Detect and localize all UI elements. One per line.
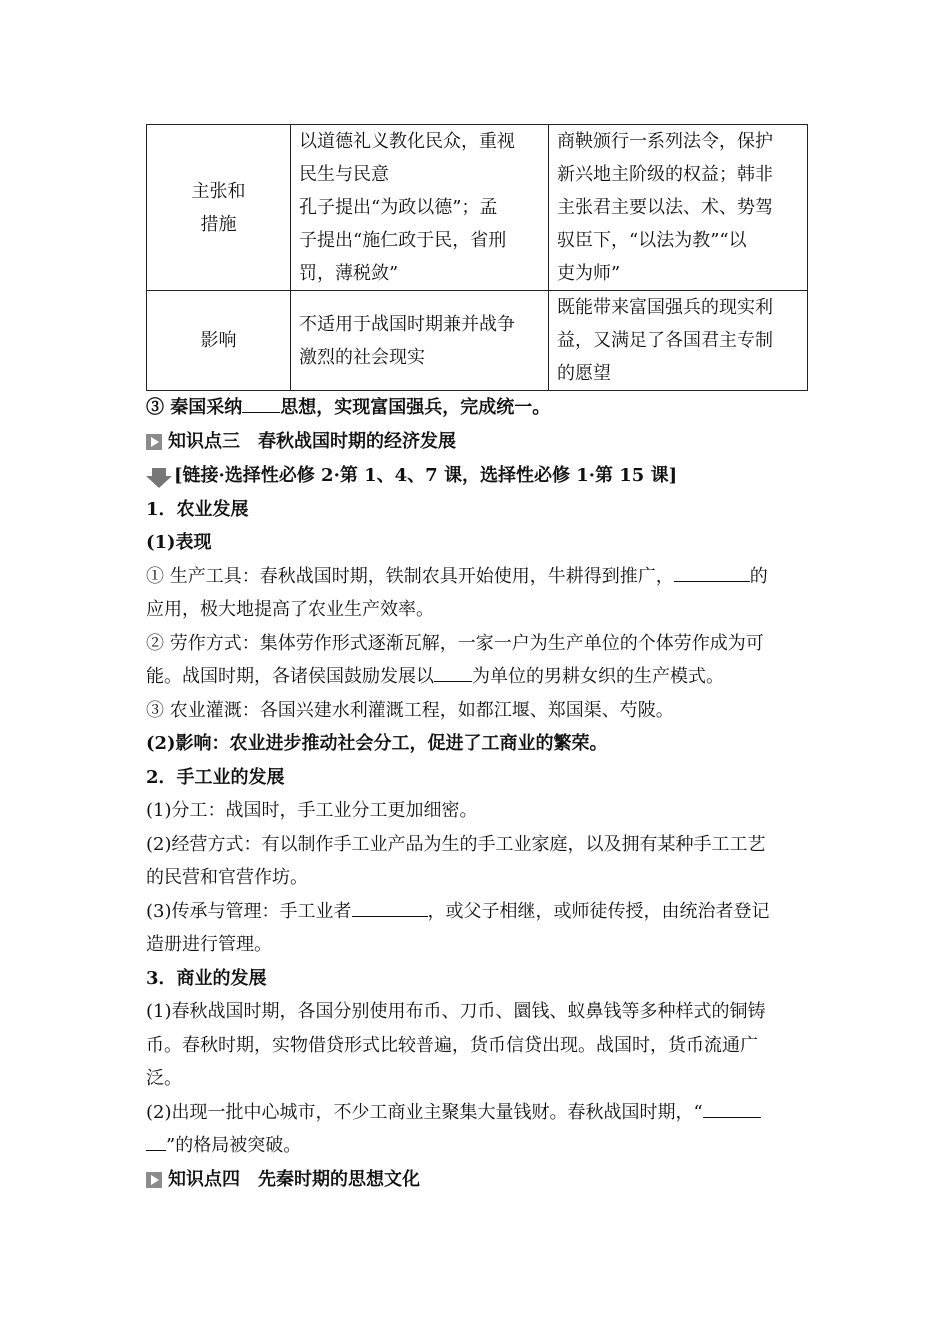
paragraph: (1)分工：战国时，手工业分工更加细密。 xyxy=(146,800,478,821)
table-row xyxy=(147,291,808,391)
play-triangle-icon xyxy=(146,434,162,450)
fill-blank[interactable] xyxy=(434,663,472,682)
fill-blank[interactable] xyxy=(674,563,750,582)
paragraph: (2)经营方式：有以制作手工业产品为生的手工业家庭，以及拥有某种手工工艺 xyxy=(146,833,766,855)
paragraph: (1)春秋战国时期，各国分别使用布币、刀币、圜钱、蚁鼻钱等多种样式的铜铸 xyxy=(146,1001,766,1022)
heading-commerce: 3．商业的发展 xyxy=(146,967,267,989)
paragraph: ② 劳作方式：集体劳作形式逐渐瓦解，一家一户为生产单位的个体劳作成为可 xyxy=(146,632,764,654)
fill-blank[interactable] xyxy=(242,394,280,413)
sub-heading: (1)表现 xyxy=(146,532,212,553)
section-heading-3: 知识点三 春秋战国时期的经济发展 xyxy=(146,425,807,459)
table-cell-label: 影响 xyxy=(147,291,291,391)
fill-blank[interactable] xyxy=(146,1132,166,1151)
paragraph: (3)传承与管理：手工业者 ，或父子相继，或师徒传授，由统治者登记 xyxy=(146,895,807,929)
document-page xyxy=(146,124,807,1197)
play-triangle-icon xyxy=(146,1172,162,1188)
section-heading-4: 知识点四 先秦时期的思想文化 xyxy=(146,1163,807,1197)
table-cell-label: 主张和 措施 xyxy=(147,125,291,291)
paragraph: ① 生产工具：春秋战国时期，铁制农具开始使用，牛耕得到推广， 的 xyxy=(146,560,807,594)
comparison-table xyxy=(146,124,808,391)
paragraph: 币。春秋时期，实物借贷形式比较普遍，货币信贷出现。战国时，货币流通广 xyxy=(146,1034,758,1056)
paragraph: 泛。 xyxy=(146,1068,182,1089)
table-cell-confucian: 不适用于战国时期兼并战争 激烈的社会现实 xyxy=(291,291,549,391)
down-arrow-icon xyxy=(146,468,172,488)
table-row xyxy=(147,125,808,291)
table-cell-confucian: 以道德礼义教化民众，重视 民生与民意 孔子提出“为政以德”；孟 子提出“施仁政于民，省刑 罚，薄税敛” xyxy=(291,125,549,291)
heading-handicraft: 2．手工业的发展 xyxy=(146,766,285,788)
paragraph: (2)影响：农业进步推动社会分工，促进了工商业的繁荣。 xyxy=(146,733,608,754)
paragraph: ③ 农业灌溉：各国兴建水利灌溉工程，如都江堰、郑国渠、芍陂。 xyxy=(146,699,674,721)
paragraph: 能。战国时期，各诸侯国鼓励发展以 为单位的男耕女织的生产模式。 xyxy=(146,660,807,694)
table-cell-legalist: 商鞅颁行一系列法令，保护 新兴地主阶级的权益；韩非 主张君主要以法、术、势驾 驭臣下，“以法为教”“以 吏为师” xyxy=(549,125,808,291)
paragraph: 应用，极大地提高了农业生产效率。 xyxy=(146,599,434,620)
fill-blank[interactable] xyxy=(703,1099,761,1118)
heading-agriculture: 1．农业发展 xyxy=(146,498,249,520)
fill-blank[interactable] xyxy=(352,898,428,917)
table-cell-legalist: 既能带来富国强兵的现实利 益，又满足了各国君主专制 的愿望 xyxy=(549,291,808,391)
link-reference: [链接·选择性必修 2·第 1、4、7 课，选择性必修 1·第 15 课] xyxy=(146,459,807,493)
note-qin: ③ 秦国采纳 思想，实现富国强兵，完成统一。 xyxy=(146,391,807,425)
paragraph: 造册进行管理。 xyxy=(146,934,272,955)
paragraph: 的民营和官营作坊。 xyxy=(146,867,308,888)
paragraph: ”的格局被突破。 xyxy=(146,1129,807,1163)
paragraph: (2)出现一批中心城市，不少工商业主聚集大量钱财。春秋战国时期，“ xyxy=(146,1096,807,1130)
